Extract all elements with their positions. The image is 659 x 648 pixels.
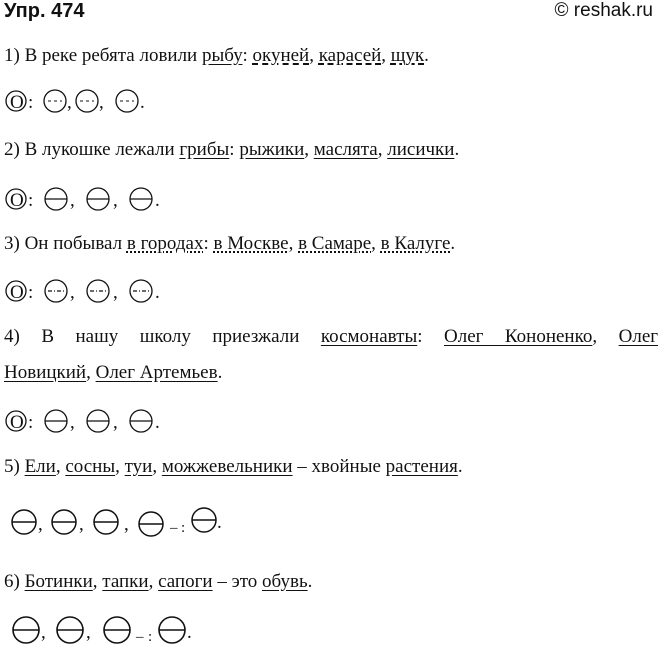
homogeneous-member: тапки [102,571,149,592]
sentence-2: 2) В лукошке лежали грибы: рыжики, маслята, лисички. [4,139,460,160]
generalizing-word-circle [159,617,185,643]
sentence-3: 3) Он побывал в городах: в Москве, в Самаре, в Калуге. [4,233,456,254]
site-watermark: © reshak.ru [554,0,653,21]
homogeneous-circle [87,188,109,210]
svg-text:О: О [10,412,24,433]
generalizing-word: растения [385,456,458,477]
svg-text:,: , [113,412,118,433]
homogeneous-circle [87,410,109,432]
svg-text:О: О [10,282,24,303]
homogeneous-circle [44,90,66,112]
homogeneous-circle [130,410,152,432]
svg-text:,: , [38,514,43,535]
homogeneous-member: в Самаре [298,233,372,254]
sentence-1: 1) В реке ребята ловили рыбу: окуней, карасей, щук. [4,45,429,66]
homogeneous-member: Ели [24,456,56,477]
svg-text:,: , [41,622,46,643]
homogeneous-circle [116,90,138,112]
homogeneous-member: щук [390,45,425,66]
homogeneous-member: лисички [387,139,455,160]
svg-text:,: , [113,190,118,211]
homogeneous-member: Олег Кононенко [444,326,593,347]
scheme-1 [0,86,200,116]
svg-text:,: , [70,190,75,211]
svg-text:.: . [140,92,145,113]
homogeneous-member: рыжики [239,139,305,160]
homogeneous-member: Олег [618,326,659,347]
homogeneous-circle [130,280,152,302]
homogeneous-circle [76,90,98,112]
generalizing-word: рыбу [201,45,243,66]
svg-text:,: , [113,282,118,303]
sentence-5: 5) Ели, сосны, туи, можжевельники – хвойные растения. [4,456,463,477]
svg-text::: : [28,92,34,113]
homogeneous-circle [45,410,67,432]
svg-text:.: . [155,190,160,211]
sentence-4-line-1: 4) В нашу школу приезжали космонавты: Олег Кононенко, Олег [4,326,659,347]
svg-text::: : [148,629,153,645]
svg-text:,: , [70,282,75,303]
svg-text:О: О [10,190,24,211]
svg-text:,: , [124,514,129,535]
homogeneous-circle [13,617,39,643]
generalizing-word: грибы [179,139,230,160]
homogeneous-member: можжевельники [161,456,293,477]
homogeneous-circle [139,512,163,536]
homogeneous-member: в Москве [213,233,289,254]
generalizing-word-circle [6,91,26,113]
svg-text:.: . [187,622,192,643]
sentence-4-line-2: Новицкий, Олег Артемьев. [4,362,223,383]
svg-text:О: О [10,92,24,113]
svg-text:,: , [70,412,75,433]
homogeneous-circle [45,280,67,302]
homogeneous-circle [130,188,152,210]
homogeneous-member: сапоги [158,571,213,592]
generalizing-word-circle [192,508,216,532]
scheme-3 [0,276,200,306]
svg-text:.: . [217,512,222,533]
svg-text:.: . [155,282,160,303]
svg-text::: : [28,282,34,303]
homogeneous-circle [87,280,109,302]
homogeneous-member: Ботинки [24,571,93,592]
homogeneous-member: окуней [252,45,310,66]
homogeneous-member: карасей [318,45,382,66]
generalizing-word: обувь [262,571,308,592]
svg-text:.: . [155,412,160,433]
generalizing-word: космонавты [320,326,418,347]
homogeneous-circle [52,510,76,534]
scheme-6 [0,614,220,646]
svg-text::: : [28,412,34,433]
scheme-4 [0,406,200,436]
svg-text:–: – [136,629,144,645]
svg-text:,: , [86,622,91,643]
homogeneous-member: Новицкий [4,362,87,383]
generalizing-word-circle [6,411,26,433]
exercise-title: Упр. 474 [4,0,85,22]
homogeneous-circle [94,510,118,534]
homogeneous-member: сосны [65,456,116,477]
svg-text:,: , [99,92,104,113]
homogeneous-circle [57,617,83,643]
homogeneous-circle [104,617,130,643]
svg-text::: : [181,520,186,536]
generalizing-word-circle [6,281,26,303]
homogeneous-member: в Калуге [380,233,451,254]
svg-text::: : [28,190,34,211]
scheme-5 [0,506,260,538]
sentence-6: 6) Ботинки, тапки, сапоги – это обувь. [4,571,313,592]
svg-text:,: , [79,514,84,535]
generalizing-word: в городах [126,233,204,254]
homogeneous-member: маслята [313,139,378,160]
svg-text:,: , [67,92,72,113]
generalizing-word-circle [6,189,26,211]
homogeneous-circle [45,188,67,210]
svg-text:–: – [170,520,178,536]
homogeneous-member: Олег Артемьев [95,362,218,383]
scheme-2 [0,184,200,214]
homogeneous-member: туи [124,456,153,477]
homogeneous-circle [12,510,36,534]
